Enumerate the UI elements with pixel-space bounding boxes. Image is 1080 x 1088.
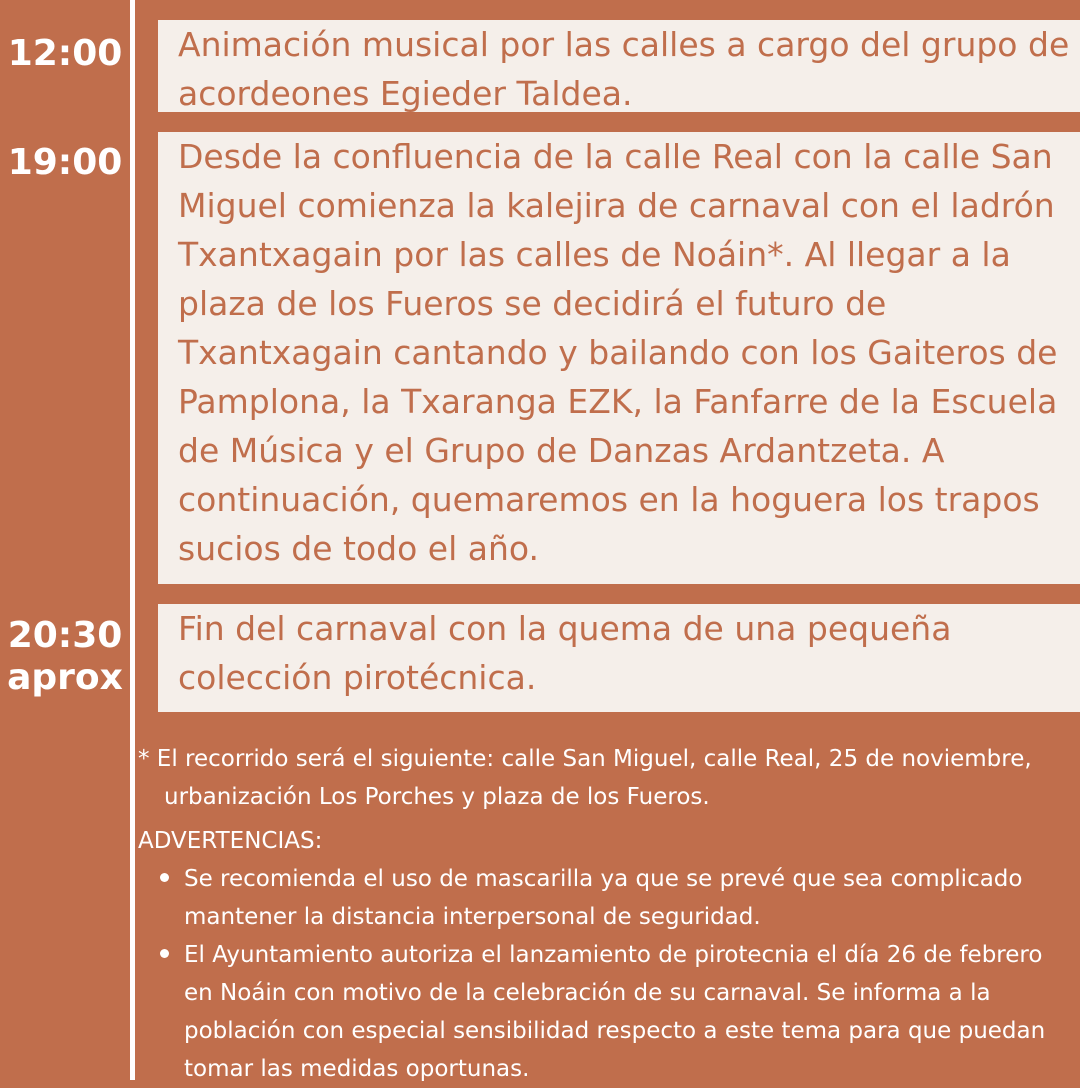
warning-item (138, 936, 1070, 1088)
event-time-suffix: aprox (7, 657, 123, 698)
event-card-1200 (158, 20, 1080, 112)
bullet-icon (160, 873, 169, 882)
event-description: Animación musical por las calles a cargo del grupo de acordeones Egieder Taldea. (178, 25, 1070, 113)
event-card-2030 (158, 604, 1080, 712)
event-time-2030 (0, 615, 130, 699)
warning-text: El Ayuntamiento autoriza el lanzamiento de pirotecnia el día 26 de febrero en Noáin con motivo de la celebración de su carnaval. Se informa a la población con especial sensibilidad respecto a este tema para que puedan tomar las medidas oportunas. (184, 942, 1046, 1082)
timeline-divider (130, 0, 135, 1080)
event-time-label: 12:00 (7, 33, 123, 74)
event-time-1200 (0, 33, 130, 75)
bullet-icon (160, 949, 169, 958)
route-note: * El recorrido será el siguiente: calle San Miguel, calle Real, 25 de noviembre, urbanización Los Porches y plaza de los Fueros. (138, 746, 1032, 810)
event-time-1900 (0, 142, 130, 184)
warnings-title: ADVERTENCIAS: (138, 828, 323, 854)
event-time-label: 19:00 (7, 142, 123, 183)
event-card-1900 (158, 132, 1080, 584)
footer-notes (138, 740, 1070, 1088)
event-description: Fin del carnaval con la quema de una pequeña colección pirotécnica. (178, 609, 952, 697)
warning-item (138, 860, 1070, 936)
warnings-list (138, 860, 1070, 1088)
warning-text: Se recomienda el uso de mascarilla ya que se prevé que sea complicado mantener la distancia interpersonal de seguridad. (184, 866, 1023, 930)
event-description: Desde la confluencia de la calle Real con la calle San Miguel comienza la kalejira de carnaval con el ladrón Txantxagain por las calles de Noáin*. Al llegar a la plaza de los Fueros se decidirá el futuro de Txantxagain cantando y bailando con los Gaiteros de Pamplona, la Txaranga EZK, la Fanfarre de la Escuela de Música y el Grupo de Danzas Ardantzeta. A continuación, quemaremos en la hoguera los trapos sucios de todo el año. (178, 137, 1058, 568)
event-time-label: 20:30 (7, 615, 123, 656)
